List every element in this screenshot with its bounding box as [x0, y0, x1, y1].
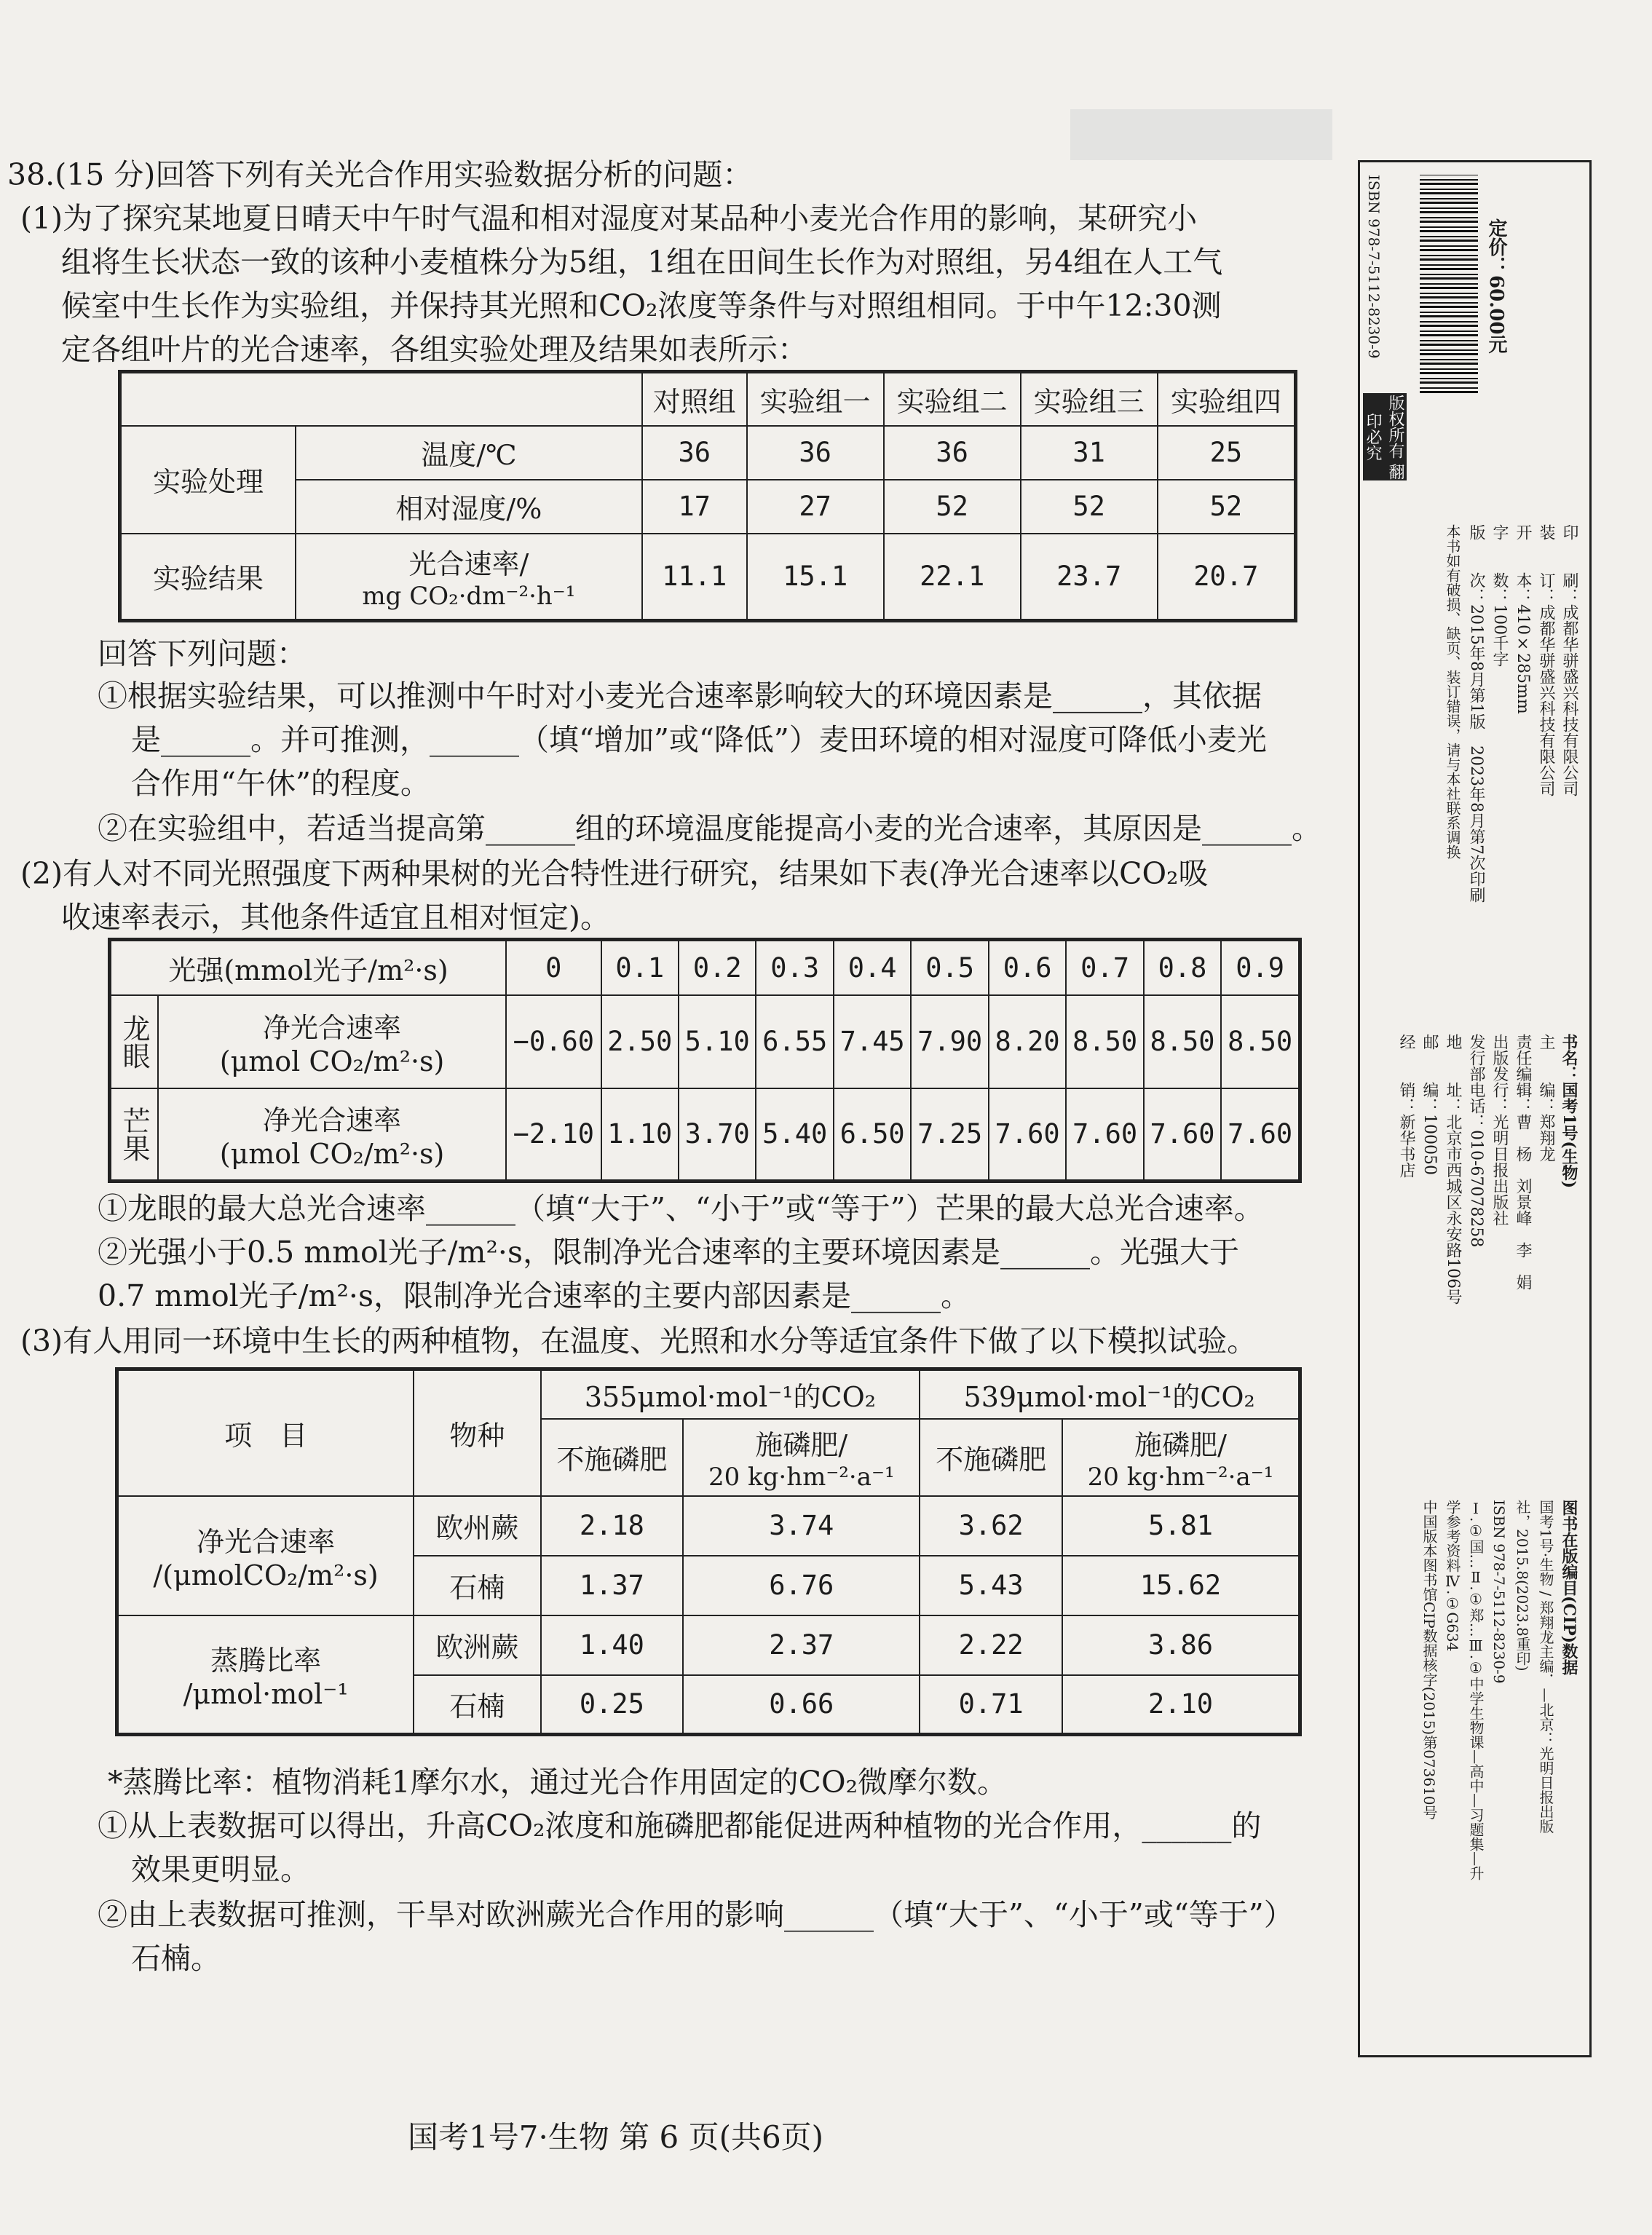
address-line: 地 址：北京市西城区永安路106号 [1444, 1034, 1462, 1305]
table-cell: 22.1 [884, 534, 1021, 621]
table-cell: 7.90 [911, 995, 988, 1088]
row-group-label: 实验处理 [120, 426, 296, 534]
q1-text-2: 是______。并可推测，______（填“增加”或“降低”）麦田环境的相对湿度可降低小麦光 [131, 722, 1267, 757]
table-cell: 6.76 [683, 1556, 920, 1615]
table-temperature-humidity [118, 370, 1297, 622]
p-label-line2: 20 kg·hm⁻²·a⁻¹ [708, 1463, 895, 1492]
table-cell: 0.71 [920, 1675, 1062, 1735]
notice-line: 本书如有破损、缺页、装订错误，请与本社联系调换 [1444, 524, 1461, 859]
publisher-line: 出版发行：光明日报出版社 [1490, 1034, 1509, 1226]
table-cell: 36 [747, 426, 884, 480]
table-cell: 1.37 [541, 1556, 684, 1615]
rate-label-line1: 光合速率/ [408, 548, 529, 581]
table-cell: 5.81 [1062, 1496, 1300, 1556]
cip-line: 学参考资料Ⅳ.①G634 [1444, 1500, 1461, 1652]
table-cell: 3.70 [679, 1088, 756, 1182]
row-group-net-rate [117, 1496, 414, 1615]
part2-text-1: (2)有人对不同光照强度下两种果树的光合特性进行研究，结果如下表(净光合速率以CO₂吸 [20, 856, 1209, 891]
table-co2-phosphorus [115, 1367, 1302, 1736]
scan-smudge [1070, 109, 1332, 160]
part2-q1: ①龙眼的最大总光合速率______（填“大于”、“小于”或“等于”）芒果的最大总光合速率。 [98, 1191, 1264, 1226]
col-header-co2-539: 539μmol·mol⁻¹的CO₂ [920, 1369, 1300, 1419]
table-cell: 0.25 [541, 1675, 684, 1735]
p-label-line2: 20 kg·hm⁻²·a⁻¹ [1087, 1463, 1274, 1492]
question-header: 38.(15 分)回答下列有关光合作用实验数据分析的问题： [7, 157, 753, 192]
species-label: 欧洲蕨 [414, 1615, 540, 1675]
light-value: 0 [506, 940, 601, 995]
table-cell: 2.22 [920, 1615, 1062, 1675]
species-label: 石楠 [414, 1675, 540, 1735]
table-cell: 7.60 [989, 1088, 1066, 1182]
col-header-species: 物种 [414, 1369, 540, 1496]
row-label: 相对湿度/% [296, 480, 642, 534]
table-cell: 15.1 [747, 534, 884, 621]
col-header-no-p: 不施磷肥 [541, 1419, 684, 1496]
table-cell: 2.50 [601, 995, 679, 1088]
table-cell: 1.40 [541, 1615, 684, 1675]
format-line: 开 本：410×285mm [1514, 524, 1532, 714]
row-group-label: 实验结果 [120, 534, 296, 621]
light-value: 0.1 [601, 940, 679, 995]
table-cell: 27 [747, 480, 884, 534]
col-header-no-p: 不施磷肥 [920, 1419, 1062, 1496]
net-label-line1: 净光合速率 [197, 1526, 336, 1558]
row-label [296, 534, 642, 621]
part3-q2-2: 石楠。 [131, 1941, 221, 1976]
page-footer: 国考1号7·生物 第 6 页(共6页) [408, 2119, 824, 2155]
light-value: 0.4 [834, 940, 911, 995]
q2-text-1: ②在实验组中，若适当提高第______组的环境温度能提高小麦的光合速率，其原因是______。 [98, 811, 1321, 846]
tel-line: 发行部电话：010-67078258 [1467, 1034, 1485, 1248]
book-title-line: 书名：国考1号(生物) [1560, 1034, 1578, 1189]
table-cell: 5.10 [679, 995, 756, 1088]
table-cell: 5.40 [756, 1088, 833, 1182]
table-cell: 25 [1158, 426, 1296, 480]
col-header: 对照组 [642, 372, 747, 426]
table-corner [120, 372, 642, 426]
evap-label-line1: 蒸腾比率 [210, 1645, 322, 1677]
q1-text-1: ①根据实验结果，可以推测中午时对小麦光合速率影响较大的环境因素是______，其依据 [98, 679, 1262, 713]
species-label: 石楠 [414, 1556, 540, 1615]
table-cell: 8.20 [989, 995, 1066, 1088]
col-header-light: 光强(mmol光子/m²·s) [110, 940, 507, 995]
part1-text-3: 候室中生长作为实验组，并保持其光照和CO₂浓度等条件与对照组相同。于中午12:30测 [61, 288, 1222, 323]
table-cell: 23.7 [1021, 534, 1158, 621]
postcode-line: 邮 编：100050 [1420, 1034, 1439, 1175]
table-cell: 36 [642, 426, 747, 480]
words-line: 字 数：100千字 [1490, 524, 1509, 667]
resp-editor-line: 责任编辑：曹 杨 刘景峰 李 娟 [1514, 1034, 1532, 1290]
edition-line: 版 次：2015年8月第1版 2023年8月第7次印刷 [1467, 524, 1485, 903]
questions-intro: 回答下列问题： [98, 636, 307, 671]
net-label-line2: /(μmolCO₂/m²·s) [153, 1559, 379, 1591]
barcode [1420, 175, 1478, 393]
light-value: 0.3 [756, 940, 833, 995]
rate-label-line2: (μmol CO₂/m²·s) [219, 1138, 445, 1171]
table-cell: 36 [884, 426, 1021, 480]
price-text: 定价：60.00元 [1485, 218, 1507, 354]
rate-label-line2: mg CO₂·dm⁻²·h⁻¹ [362, 582, 576, 612]
table-cell: 1.10 [601, 1088, 679, 1182]
light-value: 0.9 [1221, 940, 1300, 995]
part3-q1-2: 效果更明显。 [131, 1852, 310, 1887]
light-value: 0.8 [1144, 940, 1221, 995]
table-cell: 5.43 [920, 1556, 1062, 1615]
table-cell: 31 [1021, 426, 1158, 480]
table-cell: 3.86 [1062, 1615, 1300, 1675]
part1-text-4: 定各组叶片的光合速率，各组实验处理及结果如表所示： [61, 332, 807, 367]
light-value: 0.2 [679, 940, 756, 995]
part2-q2-2: 0.7 mmol光子/m²·s，限制净光合速率的主要内部因素是______。 [98, 1278, 971, 1313]
table-cell: 17 [642, 480, 747, 534]
table-cell: 7.60 [1066, 1088, 1143, 1182]
plant-longan: 龙眼 [110, 995, 159, 1088]
p-label-line1: 施磷肥/ [755, 1429, 848, 1461]
table-cell: 8.50 [1144, 995, 1221, 1088]
cip-line: 国考1号·生物 / 郑翔龙主编．—北京：光明日报出版 [1537, 1500, 1554, 1834]
part3-q2-1: ②由上表数据可推测，干旱对欧洲蕨光合作用的影响______（填“大于”、“小于”或“等于”） [98, 1897, 1294, 1932]
part1-text-1: (1)为了探究某地夏日晴天中午时气温和相对湿度对某品种小麦光合作用的影响，某研究小 [20, 201, 1198, 236]
light-value: 0.5 [911, 940, 988, 995]
plant-mango: 芒果 [110, 1088, 159, 1182]
table-cell: 52 [884, 480, 1021, 534]
table-cell: 2.18 [541, 1496, 684, 1556]
table-cell: 52 [1021, 480, 1158, 534]
table-cell: 6.55 [756, 995, 833, 1088]
editor-line: 主 编：郑翔龙 [1537, 1034, 1555, 1162]
part1-text-2: 组将生长状态一致的该种小麦植株分为5组，1组在田间生长作为对照组，另4组在人工气 [61, 245, 1223, 280]
seller-line: 经 销：新华书店 [1397, 1034, 1415, 1178]
table-cell: 7.60 [1144, 1088, 1221, 1182]
table-light-intensity [108, 938, 1302, 1183]
table-cell: −0.60 [506, 995, 601, 1088]
part3-q1-1: ①从上表数据可以得出，升高CO₂浓度和施磷肥都能促进两种植物的光合作用，______的 [98, 1808, 1262, 1843]
p-label-line1: 施磷肥/ [1134, 1429, 1227, 1461]
row-label: 温度/℃ [296, 426, 642, 480]
cip-line: ISBN 978-7-5112-8230-9 [1490, 1500, 1508, 1684]
table-cell: 11.1 [642, 534, 747, 621]
col-header-item: 项 目 [117, 1369, 414, 1496]
col-header-p [1062, 1419, 1300, 1496]
rate-label-line1: 净光合速率 [263, 1012, 402, 1044]
rights-stamp: 版权所有 翻印必究 [1363, 393, 1407, 480]
rate-label-line1: 净光合速率 [263, 1104, 402, 1137]
table-cell: 52 [1158, 480, 1296, 534]
part2-text-2: 收速率表示，其他条件适宜且相对恒定)。 [61, 900, 610, 935]
cip-title: 图书在版编目(CIP)数据 [1560, 1500, 1578, 1676]
light-value: 0.6 [989, 940, 1066, 995]
printer-line: 印 刷：成都华骈盛兴科技有限公司 [1560, 524, 1578, 796]
table-cell: 7.45 [834, 995, 911, 1088]
light-value: 0.7 [1066, 940, 1143, 995]
table-cell: 7.60 [1221, 1088, 1300, 1182]
cip-line: 社，2015.8(2023.8重印) [1514, 1500, 1531, 1672]
q1-text-3: 合作用“午休”的程度。 [131, 766, 430, 801]
table-cell: 20.7 [1158, 534, 1296, 621]
rate-label [158, 995, 506, 1088]
col-header-p [683, 1419, 920, 1496]
isbn-text: ISBN 978-7-5112-8230-9 [1365, 175, 1383, 359]
col-header: 实验组一 [747, 372, 884, 426]
cip-line: 中国版本图书馆CIP数据核字(2015)第073610号 [1420, 1500, 1438, 1820]
table-footnote: *蒸腾比率：植物消耗1摩尔水，通过光合作用固定的CO₂微摩尔数。 [108, 1765, 1008, 1800]
table-cell: 3.74 [683, 1496, 920, 1556]
rate-label [158, 1088, 506, 1182]
table-cell: 3.62 [920, 1496, 1062, 1556]
part2-q2-1: ②光强小于0.5 mmol光子/m²·s，限制净光合速率的主要环境因素是______。光强大于 [98, 1235, 1239, 1270]
col-header-co2-355: 355μmol·mol⁻¹的CO₂ [541, 1369, 920, 1419]
species-label: 欧州蕨 [414, 1496, 540, 1556]
table-cell: 8.50 [1221, 995, 1300, 1088]
table-cell: −2.10 [506, 1088, 601, 1182]
table-cell: 2.10 [1062, 1675, 1300, 1735]
rate-label-line2: (μmol CO₂/m²·s) [219, 1045, 445, 1077]
binder-line: 装 订：成都华骈盛兴科技有限公司 [1537, 524, 1555, 796]
col-header: 实验组四 [1158, 372, 1296, 426]
table-cell: 15.62 [1062, 1556, 1300, 1615]
col-header: 实验组二 [884, 372, 1021, 426]
cip-line: Ⅰ.①国…Ⅱ.①郑…Ⅲ.①中学生物课—高中—习题集—升 [1467, 1500, 1485, 1881]
table-cell: 6.50 [834, 1088, 911, 1182]
col-header: 实验组三 [1021, 372, 1158, 426]
evap-label-line2: /μmol·mol⁻¹ [183, 1678, 349, 1711]
table-cell: 8.50 [1066, 995, 1143, 1088]
part3-text-1: (3)有人用同一环境中生长的两种植物，在温度、光照和水分等适宜条件下做了以下模拟试验。 [20, 1324, 1257, 1358]
table-cell: 7.25 [911, 1088, 988, 1182]
row-group-evap-ratio [117, 1615, 414, 1735]
table-cell: 0.66 [683, 1675, 920, 1735]
table-cell: 2.37 [683, 1615, 920, 1675]
